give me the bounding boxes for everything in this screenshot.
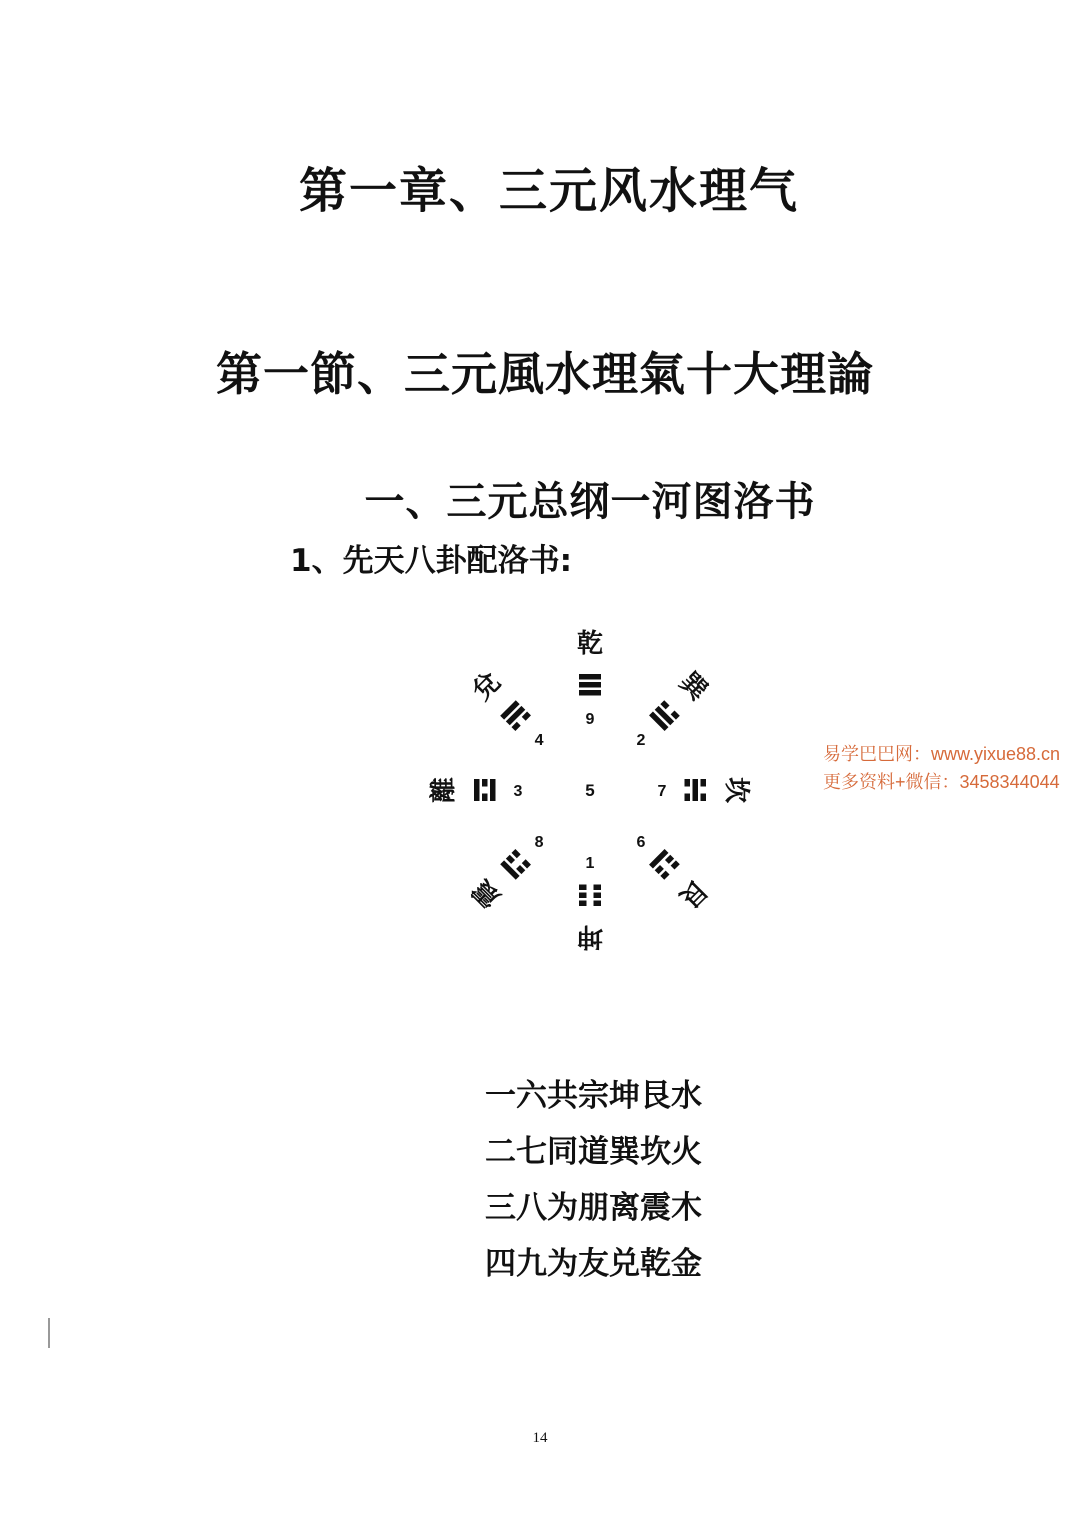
yin-line xyxy=(482,794,488,802)
trigram-name: 坎 xyxy=(721,776,751,804)
trigram-name: 乾 xyxy=(576,629,604,659)
page-number: 14 xyxy=(532,1430,548,1446)
luoshu-number: 7 xyxy=(657,783,667,800)
watermark-line: 易学巴巴网：www.yixue88.cn xyxy=(823,744,1061,764)
yin-line xyxy=(594,901,602,907)
yin-line xyxy=(701,794,707,802)
trigram-name: 兌 xyxy=(466,666,507,707)
bagua-luoshu-diagram xyxy=(400,600,780,980)
yin-line xyxy=(482,779,488,787)
yang-line xyxy=(490,779,496,801)
yang-line xyxy=(579,674,601,680)
yin-line xyxy=(522,712,531,721)
yin-line xyxy=(506,855,515,864)
trigram-name: 震 xyxy=(466,873,507,914)
trigram-7 xyxy=(467,667,532,732)
yin-line xyxy=(655,865,664,874)
center-number: 5 xyxy=(585,781,595,800)
yin-line xyxy=(660,700,669,709)
yin-line xyxy=(594,885,602,891)
trigram-6 xyxy=(428,777,496,803)
luoshu-number: 8 xyxy=(534,833,544,851)
yin-line xyxy=(512,722,521,731)
section-title: 第一節、三元風水理氣十大理論 xyxy=(216,347,874,401)
scan-edge-mark xyxy=(48,1318,50,1348)
verse-line: 三八为朋离震木 xyxy=(485,1190,702,1226)
watermark-line: 更多资料+微信：3458344044 xyxy=(823,772,1060,792)
verse-line: 二七同道巽坎火 xyxy=(485,1134,702,1170)
yin-line xyxy=(685,794,691,802)
yang-line xyxy=(474,779,480,801)
luoshu-number: 6 xyxy=(636,833,646,851)
luoshu-number: 9 xyxy=(585,711,595,728)
yin-line xyxy=(594,893,602,899)
subsection-title: 一、三元总纲一河图洛书 xyxy=(364,479,816,525)
yang-line xyxy=(579,682,601,688)
trigram-name: 坤 xyxy=(576,921,604,951)
yin-line xyxy=(579,901,587,907)
trigram-3 xyxy=(648,848,713,913)
trigram-name: 艮 xyxy=(673,873,714,914)
trigram-name: 巽 xyxy=(673,666,714,707)
yin-line xyxy=(660,871,669,880)
trigram-name: 離 xyxy=(429,776,459,804)
trigram-1 xyxy=(648,667,714,733)
luoshu-number: 3 xyxy=(513,783,523,800)
chapter-title: 第一章、三元风水理气 xyxy=(298,163,799,219)
yang-line xyxy=(649,849,668,868)
yin-line xyxy=(701,779,707,787)
luoshu-number: 2 xyxy=(636,732,646,750)
yin-line xyxy=(579,885,587,891)
luoshu-number: 4 xyxy=(534,732,544,750)
yin-line xyxy=(516,865,525,874)
yin-line xyxy=(685,779,691,787)
yang-line xyxy=(693,779,699,801)
luoshu-number: 1 xyxy=(585,855,595,872)
yin-line xyxy=(671,710,680,719)
trigram-0 xyxy=(577,629,603,696)
yin-line xyxy=(522,859,531,868)
trigram-2 xyxy=(685,777,752,803)
verse-line: 一六共宗坤艮水 xyxy=(485,1078,702,1114)
yang-line xyxy=(500,860,519,879)
verse-line: 四九为友兑乾金 xyxy=(485,1246,702,1282)
yin-line xyxy=(671,860,680,869)
yang-line xyxy=(579,690,601,696)
item-title: 1、先天八卦配洛书: xyxy=(290,543,572,579)
watermark xyxy=(823,740,1060,796)
yin-line xyxy=(665,855,674,864)
verse-block xyxy=(485,1068,702,1292)
trigram-4 xyxy=(577,885,603,952)
trigram-5 xyxy=(467,848,532,913)
yin-line xyxy=(512,849,521,858)
yin-line xyxy=(579,893,587,899)
